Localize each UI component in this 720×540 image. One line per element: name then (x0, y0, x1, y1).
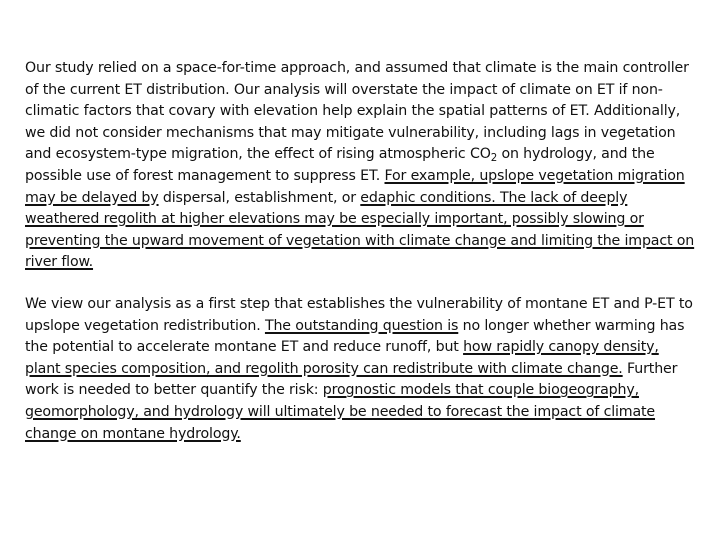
text-segment: on hydrology, and the possible use of forest management to suppress ET. (25, 146, 655, 184)
text-segment: Further work is needed to better quantify the risk: (25, 360, 678, 399)
underlined-text: prognostic models that couple biogeography, geomorphology, and hydrology will ultimately be needed to forecast the impact of climate change on montane hydrology. (25, 382, 656, 442)
underlined-text: For example, upslope vegetation migration may be delayed by (25, 167, 685, 206)
text-segment: dispersal, establishment, or (158, 189, 361, 206)
text-segment: Our study relied on a space-for-time approach, and assumed that climate is the main controller of the current ET distribution. Our analysis will overstate the impact of climate on ET if non-climatic factors that covary with elevation help explain the spatial patterns of ET. Additionally, we did not consider mechanisms that may mitigate vulnerability, including lags in vegetation and ecosystem-type migration, the effect of rising atmospheric CO (25, 60, 689, 163)
paragraph-conclusion (25, 294, 695, 445)
underlined-text: how rapidly canopy density, plant species composition, and regolith porosity can redistribute with climate change. (25, 339, 659, 377)
underlined-text: The outstanding question is (264, 317, 459, 334)
paragraph-limitations (25, 58, 695, 274)
co2-subscript: 2 (490, 153, 498, 165)
text-segment: We view our analysis as a first step that establishes the vulnerability of montane ET and P-ET to upslope vegetation redistribution. (25, 296, 693, 334)
text-segment: no longer whether warming has the potential to accelerate montane ET and reduce runoff, but (25, 317, 685, 356)
underlined-text: edaphic conditions. The lack of deeply weathered regolith at higher elevations may be especially important, possibly slowing or preventing the upward movement of vegetation with climate change and limiting the impact on river flow. (25, 189, 695, 271)
